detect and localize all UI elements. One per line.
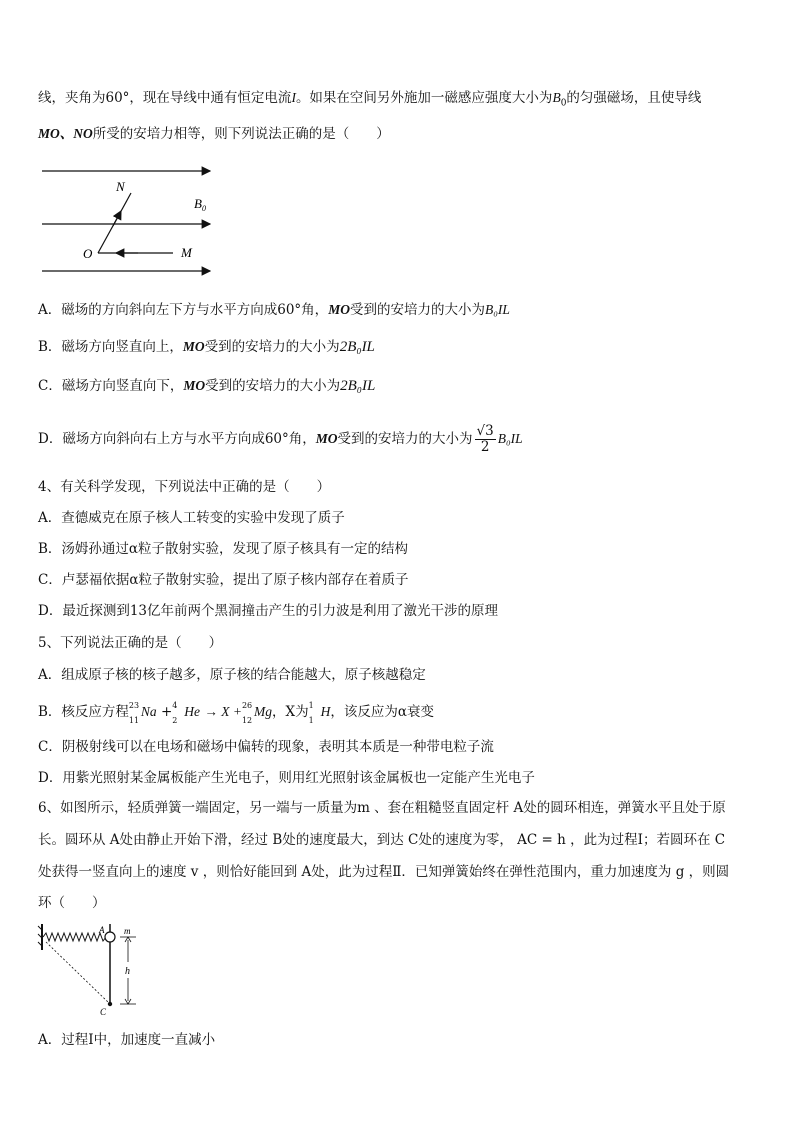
option-text: ，该反应为α衰变 <box>330 704 434 720</box>
nuclide-na <box>128 700 157 725</box>
label-B0 <box>194 196 206 213</box>
option-mo: MO <box>315 431 338 446</box>
option-text: 磁场的方向斜向左下方与水平方向成60°角， <box>61 302 329 318</box>
option-letter: C． <box>38 378 62 394</box>
label-B-subscript: 0 <box>201 204 206 213</box>
q5-option-d: D．用紫光照射某金属板能产生光电子，则用红光照射该金属板也一定能产生光电子 <box>38 770 535 786</box>
atomic-number: 1 <box>308 716 314 725</box>
atomic-number: 12 <box>241 716 253 725</box>
q3-text: 所受的安培力相等，则下列说法正确的是（ ） <box>92 126 390 142</box>
element-symbol: Na <box>140 704 157 719</box>
spring <box>43 933 106 941</box>
point-C <box>108 1002 112 1006</box>
option-formula: 2B₀IL <box>340 378 376 394</box>
plus-sign: + <box>160 704 173 720</box>
nuclide-mg <box>241 700 272 725</box>
ring-at-A <box>105 932 115 942</box>
label-B: B <box>194 196 202 211</box>
sqrt3-over-2 <box>475 424 496 455</box>
option-text: 磁场方向竖直向上， <box>61 339 183 355</box>
mass-number: 4 <box>172 701 178 710</box>
mass-number: 26 <box>241 701 253 710</box>
atomic-number: 2 <box>172 716 178 725</box>
label-M: M <box>181 245 192 260</box>
frac-numerator: √3 <box>476 423 494 439</box>
label-N: N <box>116 179 125 194</box>
q4-option-b: B．汤姆孙通过α粒子散射实验，发现了原子核具有一定的结构 <box>38 541 409 557</box>
q6-option-a: A．过程Ⅰ中，加速度一直减小 <box>38 1032 216 1048</box>
q3-option-d <box>38 422 523 456</box>
label-O: O <box>83 246 93 261</box>
option-text: 受到的安培力的大小为 <box>337 431 473 447</box>
q5-option-a: A．组成原子核的核子越多，原子核的结合能越大，原子核越稳定 <box>38 667 426 683</box>
q5-stem: 5、下列说法正确的是（ ） <box>38 635 223 651</box>
element-symbol: He <box>184 704 201 719</box>
option-formula: 2B₀IL <box>339 339 375 355</box>
option-text: 磁场方向斜向右上方与水平方向成60°角， <box>62 431 316 447</box>
mass-number: 1 <box>308 701 314 710</box>
option-text: 磁场方向竖直向下， <box>61 378 184 394</box>
var-B: B <box>552 90 561 105</box>
option-letter: A． <box>38 302 62 318</box>
q3-text: 的匀强磁场，且使导线 <box>566 90 702 106</box>
option-text: 受到的安培力的大小为 <box>204 339 340 355</box>
atomic-number: 11 <box>128 716 140 725</box>
q4-option-d: D．最近探测到13亿年前两个黑洞撞击产生的引力波是利用了激光干涉的原理 <box>38 603 499 619</box>
label-m: m <box>124 926 131 936</box>
q6-figure <box>38 922 148 1017</box>
option-mo: MO <box>182 339 205 354</box>
q3-wires: MO、NO <box>38 126 93 141</box>
q4-option-a: A．查德威克在原子核人工转变的实验中发现了质子 <box>38 510 345 526</box>
dashed-spring-path <box>46 942 110 1004</box>
q3-text: 线，夹角为60°，现在导线中通有恒定电流 <box>38 90 292 106</box>
q6-stem-line4: 环（ ） <box>38 895 106 911</box>
label-h: h <box>125 966 130 977</box>
q5-option-c: C．阴极射线可以在电场和磁场中偏转的现象，表明其本质是一种带电粒子流 <box>38 739 494 755</box>
option-letter: D． <box>38 431 63 447</box>
option-formula: B₀IL <box>484 302 510 317</box>
q3-option-b <box>38 337 375 357</box>
q4-option-c: C．卢瑟福依据α粒子散射实验，提出了原子核内部存在着质子 <box>38 572 409 588</box>
reaction-arrow: → X + <box>204 704 242 719</box>
option-letter: B． <box>38 339 62 355</box>
label-C: C <box>100 1007 107 1017</box>
q3-stem-line2 <box>38 124 390 144</box>
q5-option-b <box>38 700 434 724</box>
q6-stem-line1: 6、如图所示，轻质弹簧一端固定，另一端与一质量为m 、套在粗糙竖直固定杆 A处的圆环相连，弹簧水平且处于原 <box>38 800 726 816</box>
q3-stem-line1 <box>38 88 701 114</box>
nuclide-he <box>172 700 201 725</box>
frac-denominator: 2 <box>480 439 490 455</box>
var-B-subscript: 0 <box>560 98 567 109</box>
q3-option-a <box>38 300 510 320</box>
option-formula: B₀IL <box>497 431 523 446</box>
q3-text: 。如果在空间另外施加一磁感应强度大小为 <box>295 90 553 106</box>
q4-stem: 4、有关科学发现，下列说法中正确的是（ ） <box>38 479 331 495</box>
option-text: B．核反应方程 <box>38 704 129 720</box>
q6-stem-line3: 处获得一竖直向上的速度 v ，则恰好能回到 A处，此为过程Ⅱ．已知弹簧始终在弹性范围内，重力加速度为 g ，则圆 <box>38 864 730 880</box>
q3-figure <box>38 163 218 278</box>
option-text: ，X为 <box>271 704 309 720</box>
option-text: 受到的安培力的大小为 <box>205 378 341 394</box>
option-mo: MO <box>183 378 206 393</box>
option-text: 受到的安培力的大小为 <box>349 302 485 318</box>
mass-number: 23 <box>128 701 140 710</box>
element-symbol: Mg <box>253 704 272 719</box>
element-symbol: H <box>320 704 331 719</box>
q6-stem-line2: 长。圆环从 A处由静止开始下滑，经过 B处的速度最大，到达 C处的速度为零， AC = h ，此为过程Ⅰ；若圆环在 C <box>38 832 726 848</box>
label-A: A <box>99 925 105 935</box>
option-mo: MO <box>328 302 350 317</box>
q3-option-c <box>38 376 375 396</box>
nuclide-h <box>308 700 331 725</box>
var-I: I <box>291 90 296 105</box>
